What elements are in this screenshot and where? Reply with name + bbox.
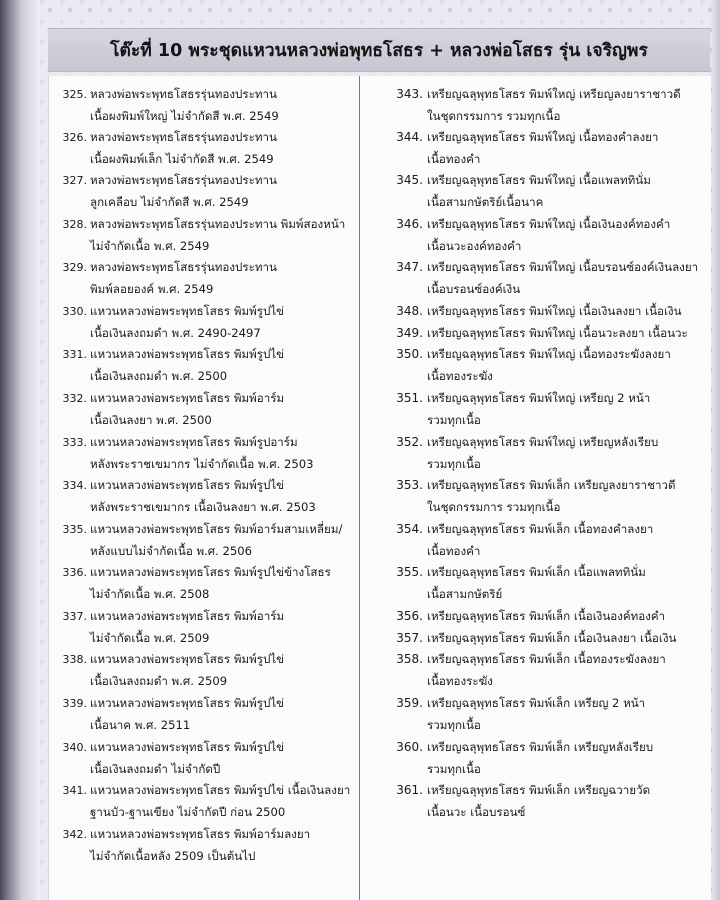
item-text-continued: รวมทุกเนื้อ: [427, 456, 481, 471]
item-text-continued: ฐานบัว-ฐานเขียง ไม่จำกัดปี ก่อน 2500: [90, 804, 286, 819]
list-item-line: [49, 606, 284, 628]
list-item-line: [379, 84, 681, 106]
item-text-continued: เนื้อเงินลงยา พ.ศ. 2500: [90, 412, 212, 427]
list-item: [49, 388, 284, 431]
content-panel: [48, 76, 711, 900]
item-number: 354.: [396, 522, 423, 536]
list-item-line: [49, 562, 331, 584]
item-text-continued: ในชุดกรรมการ รวมทุกเนื้อ: [427, 108, 561, 123]
item-text: แหวนหลวงพ่อพระพุทธโสธร พิมพ์รูปไข่ข้างโสธร: [90, 565, 331, 579]
item-text: แหวนหลวงพ่อพระพุทธโสธร พิมพ์รูปไข่: [90, 652, 285, 666]
list-item-line: [379, 628, 676, 650]
item-text: เหรียญฉลุพุทธโสธร พิมพ์ใหญ่ เนื้อทองคำลงยา: [427, 130, 659, 144]
item-number: 347.: [396, 260, 423, 274]
list-item: [49, 780, 350, 823]
list-item-line: [49, 475, 316, 497]
list-item: [379, 737, 653, 780]
list-item-line: [379, 170, 651, 192]
item-text-continued: พิมพ์ลอยองค์ พ.ศ. 2549: [90, 281, 214, 296]
item-text-continued: เนื้อบรอนซ์องค์เงิน: [427, 281, 521, 296]
table-title-band: [48, 28, 710, 72]
item-text: หลวงพ่อพระพุทธโสธรรุ่นทองประทาน: [90, 130, 277, 144]
item-number: 335.: [62, 523, 87, 536]
item-text-continued: ไม่จำกัดเนื้อหลัง 2509 เป็นต้นไป: [90, 848, 256, 863]
item-number: 345.: [396, 173, 423, 187]
list-item-line: [49, 170, 277, 192]
item-text: เหรียญฉลุพุทธโสธร พิมพ์เล็ก เนื้อทองคำลงยา: [427, 522, 654, 536]
book-binding-shadow: [0, 0, 40, 900]
item-text: หลวงพ่อพระพุทธโสธรรุ่นทองประทาน: [90, 87, 277, 101]
list-item: [379, 257, 698, 300]
list-item: [379, 475, 676, 518]
item-number: 325.: [62, 88, 87, 101]
item-text: หลวงพ่อพระพุทธโสธรรุ่นทองประทาน: [90, 173, 277, 187]
list-item: [379, 323, 688, 345]
item-text: เหรียญฉลุพุทธโสธร พิมพ์เล็ก เนื้อเงินลงยา เนื้อเงิน: [427, 631, 677, 645]
list-item-line: [379, 737, 653, 759]
list-item: [49, 84, 279, 127]
list-item: [379, 519, 653, 562]
item-text: แหวนหลวงพ่อพระพุทธโสธร พิมพ์อาร์ม: [90, 391, 285, 405]
item-number: 358.: [396, 652, 423, 666]
list-item-line: [49, 519, 342, 541]
list-item: [49, 519, 342, 562]
item-text-continued: เนื้อเงินลงถมดำ พ.ศ. 2490-2497: [90, 325, 261, 340]
item-text-continued: เนื้อทองคำ: [427, 543, 481, 558]
list-item-line: [49, 344, 284, 366]
item-text-continued: เนื้อเงินลงถมดำ พ.ศ. 2500: [90, 368, 228, 383]
list-item-line: [49, 301, 284, 323]
item-text: เหรียญฉลุพุทธโสธร พิมพ์เล็ก เหรียญลงยาราชาวดี: [427, 478, 676, 492]
list-item: [49, 301, 284, 344]
list-item-line: [379, 344, 671, 366]
list-item: [379, 628, 676, 650]
list-item-line: [379, 693, 645, 715]
item-number: 348.: [396, 304, 423, 318]
list-item-line: [379, 649, 666, 671]
list-item: [379, 301, 682, 323]
list-item: [49, 127, 277, 170]
page-title: โต๊ะที่ 10 พระชุดแหวนหลวงพ่อพุทธโสธร + หลวงพ่อโสธร รุ่น เจริญพร: [110, 41, 648, 61]
list-item: [49, 737, 284, 780]
item-text: เหรียญฉลุพุทธโสธร พิมพ์เล็ก เหรียญฉวายวัด: [427, 783, 651, 797]
item-number: 360.: [396, 740, 423, 754]
item-number: 355.: [396, 565, 423, 579]
list-item: [49, 257, 277, 300]
item-number: 341.: [62, 784, 87, 797]
item-text: เหรียญฉลุพุทธโสธร พิมพ์ใหญ่ เนื้อบรอนซ์องค์เงินลงยา: [427, 260, 699, 274]
list-item: [49, 606, 284, 649]
list-item-line: [49, 432, 314, 454]
list-item-line: [49, 214, 345, 236]
item-number: 338.: [62, 653, 87, 666]
item-number: 356.: [396, 609, 423, 623]
list-item-line: [379, 606, 665, 628]
list-item-line: [379, 432, 658, 454]
item-text: เหรียญฉลุพุทธโสธร พิมพ์ใหญ่ เนื้อเงินองค์ทองคำ: [427, 217, 671, 231]
item-text-continued: รวมทุกเนื้อ: [427, 761, 481, 776]
column-divider: [359, 76, 360, 900]
item-text-continued: เนื้อผงพิมพ์เล็ก ไม่จำกัดสี พ.ศ. 2549: [90, 151, 274, 166]
list-item: [379, 170, 651, 213]
item-number: 343.: [396, 87, 423, 101]
item-number: 328.: [62, 218, 87, 231]
list-item-line: [49, 257, 277, 279]
list-item-line: [49, 84, 279, 106]
item-number: 344.: [396, 130, 423, 144]
item-text: หลวงพ่อพระพุทธโสธรรุ่นทองประทาน: [90, 260, 277, 274]
item-text-continued: รวมทุกเนื้อ: [427, 717, 481, 732]
item-number: 346.: [396, 217, 423, 231]
item-text: เหรียญฉลุพุทธโสธร พิมพ์ใหญ่ เหรียญลงยาราชาวดี: [427, 87, 681, 101]
item-text-continued: เนื้อผงพิมพ์ใหญ่ ไม่จำกัดสี พ.ศ. 2549: [90, 108, 279, 123]
list-item-line: [379, 214, 670, 236]
list-item-line: [49, 780, 350, 802]
item-text: แหวนหลวงพ่อพระพุทธโสธร พิมพ์รูปไข่: [90, 478, 285, 492]
item-number: 332.: [62, 392, 87, 405]
list-item: [379, 780, 650, 823]
list-item-line: [379, 519, 653, 541]
item-text: เหรียญฉลุพุทธโสธร พิมพ์ใหญ่ เนื้อแพลททินั่ม: [427, 173, 651, 187]
item-text-continued: เนื้อสามกษัตริย์เนื้อนาค: [427, 194, 544, 209]
list-item-line: [379, 388, 650, 410]
list-item: [49, 170, 277, 213]
list-item-line: [379, 475, 676, 497]
list-item-line: [379, 301, 682, 323]
item-text: แหวนหลวงพ่อพระพุทธโสธร พิมพ์รูปอาร์ม: [90, 435, 298, 449]
item-number: 352.: [396, 435, 423, 449]
list-item-line: [49, 737, 284, 759]
item-text-continued: ไม่จำกัดเนื้อ พ.ศ. 2549: [90, 238, 210, 253]
list-item-line: [379, 257, 698, 279]
page-edge-shadow: [710, 0, 720, 900]
item-number: 349.: [396, 326, 423, 340]
list-item-line: [49, 649, 284, 671]
item-text-continued: เนื้อนาค พ.ศ. 2511: [90, 717, 191, 732]
list-item-line: [379, 127, 658, 149]
list-item: [379, 649, 666, 692]
list-item: [379, 84, 681, 127]
item-text: เหรียญฉลุพุทธโสธร พิมพ์ใหญ่ เหรียญ 2 หน้า: [427, 391, 651, 405]
item-text: เหรียญฉลุพุทธโสธร พิมพ์เล็ก เหรียญหลังเรียบ: [427, 740, 654, 754]
item-number: 342.: [62, 828, 87, 841]
list-item-line: [49, 127, 277, 149]
item-number: 357.: [396, 631, 423, 645]
list-item-line: [379, 562, 646, 584]
item-text: แหวนหลวงพ่อพระพุทธโสธร พิมพ์รูปไข่: [90, 696, 285, 710]
item-text-continued: เนื้อทองระฆัง: [427, 673, 493, 688]
item-number: 333.: [62, 436, 87, 449]
item-number: 334.: [62, 479, 87, 492]
list-item: [49, 693, 284, 736]
item-text-continued: ในชุดกรรมการ รวมทุกเนื้อ: [427, 499, 561, 514]
list-item: [379, 606, 665, 628]
item-text: เหรียญฉลุพุทธโสธร พิมพ์เล็ก เนื้อเงินองค์ทองคำ: [427, 609, 666, 623]
item-text: แหวนหลวงพ่อพระพุทธโสธร พิมพ์รูปไข่: [90, 740, 285, 754]
item-text: เหรียญฉลุพุทธโสธร พิมพ์ใหญ่ เนื้อเงินลงยา เนื้อเงิน: [427, 304, 682, 318]
item-number: 359.: [396, 696, 423, 710]
list-item: [379, 432, 658, 475]
item-text: แหวนหลวงพ่อพระพุทธโสธร พิมพ์อาร์ม: [90, 609, 285, 623]
item-text: แหวนหลวงพ่อพระพุทธโสธร พิมพ์รูปไข่: [90, 347, 285, 361]
item-number: 330.: [62, 305, 87, 318]
list-item: [379, 344, 671, 387]
item-text-continued: เนื้อทองระฆัง: [427, 368, 493, 383]
item-text-continued: ไม่จำกัดเนื้อ พ.ศ. 2509: [90, 630, 210, 645]
item-text: แหวนหลวงพ่อพระพุทธโสธร พิมพ์อาร์มลงยา: [90, 827, 311, 841]
list-item: [49, 562, 331, 605]
list-item: [49, 475, 316, 518]
item-number: 350.: [396, 347, 423, 361]
item-number: 361.: [396, 783, 423, 797]
list-item: [379, 693, 645, 736]
item-text-continued: เนื้อนวะองค์ทองคำ: [427, 238, 522, 253]
item-text-continued: เนื้อทองคำ: [427, 151, 481, 166]
list-item-line: [379, 323, 688, 345]
item-number: 329.: [62, 261, 87, 274]
item-text-continued: เนื้อเงินลงถมดำ ไม่จำกัดปี: [90, 761, 221, 776]
item-text: แหวนหลวงพ่อพระพุทธโสธร พิมพ์รูปไข่ เนื้อเงินลงยา: [90, 783, 351, 797]
item-text-continued: เนื้อเงินลงถมดำ พ.ศ. 2509: [90, 673, 228, 688]
list-item: [49, 214, 345, 257]
item-number: 336.: [62, 566, 87, 579]
list-item-line: [49, 388, 284, 410]
item-number: 337.: [62, 610, 87, 623]
item-text: หลวงพ่อพระพุทธโสธรรุ่นทองประทาน พิมพ์สองหน้า: [90, 217, 346, 231]
list-item: [49, 824, 310, 867]
list-item: [379, 388, 650, 431]
item-text: เหรียญฉลุพุทธโสธร พิมพ์เล็ก เนื้อแพลททินั่ม: [427, 565, 646, 579]
item-text-continued: ลูกเคลือบ ไม่จำกัดสี พ.ศ. 2549: [90, 194, 249, 209]
item-text-continued: เนื้อนวะ เนื้อบรอนซ์: [427, 804, 526, 819]
list-item: [379, 214, 670, 257]
item-text-continued: หลังพระราชเขมากร ไม่จำกัดเนื้อ พ.ศ. 2503: [90, 456, 314, 471]
item-text-continued: หลังแบบไม่จำกัดเนื้อ พ.ศ. 2506: [90, 543, 253, 558]
list-item: [379, 562, 646, 605]
item-text: เหรียญฉลุพุทธโสธร พิมพ์เล็ก เหรียญ 2 หน้า: [427, 696, 646, 710]
item-number: 353.: [396, 478, 423, 492]
item-text-continued: ไม่จำกัดเนื้อ พ.ศ. 2508: [90, 586, 210, 601]
list-item-line: [49, 693, 284, 715]
item-text: เหรียญฉลุพุทธโสธร พิมพ์เล็ก เนื้อทองระฆังลงยา: [427, 652, 666, 666]
item-text-continued: เนื้อสามกษัตริย์: [427, 586, 503, 601]
item-number: 326.: [62, 131, 87, 144]
item-text: เหรียญฉลุพุทธโสธร พิมพ์ใหญ่ เนื้อนวะลงยา เนื้อนวะ: [427, 326, 688, 340]
item-text: แหวนหลวงพ่อพระพุทธโสธร พิมพ์รูปไข่: [90, 304, 285, 318]
item-number: 327.: [62, 174, 87, 187]
item-number: 331.: [62, 348, 87, 361]
list-item: [49, 344, 284, 387]
list-item-line: [49, 824, 310, 846]
list-item-line: [379, 780, 650, 802]
item-text: เหรียญฉลุพุทธโสธร พิมพ์ใหญ่ เหรียญหลังเรียบ: [427, 435, 659, 449]
item-text-continued: หลังพระราชเขมากร เนื้อเงินลงยา พ.ศ. 2503: [90, 499, 316, 514]
item-number: 351.: [396, 391, 423, 405]
item-text: เหรียญฉลุพุทธโสธร พิมพ์ใหญ่ เนื้อทองระฆังลงยา: [427, 347, 671, 361]
item-text-continued: รวมทุกเนื้อ: [427, 412, 481, 427]
list-item: [49, 649, 284, 692]
list-item: [49, 432, 314, 475]
item-text: แหวนหลวงพ่อพระพุทธโสธร พิมพ์อาร์มสามเหลี่ยม/: [90, 522, 343, 536]
item-number: 340.: [62, 741, 87, 754]
list-item: [379, 127, 658, 170]
item-number: 339.: [62, 697, 87, 710]
